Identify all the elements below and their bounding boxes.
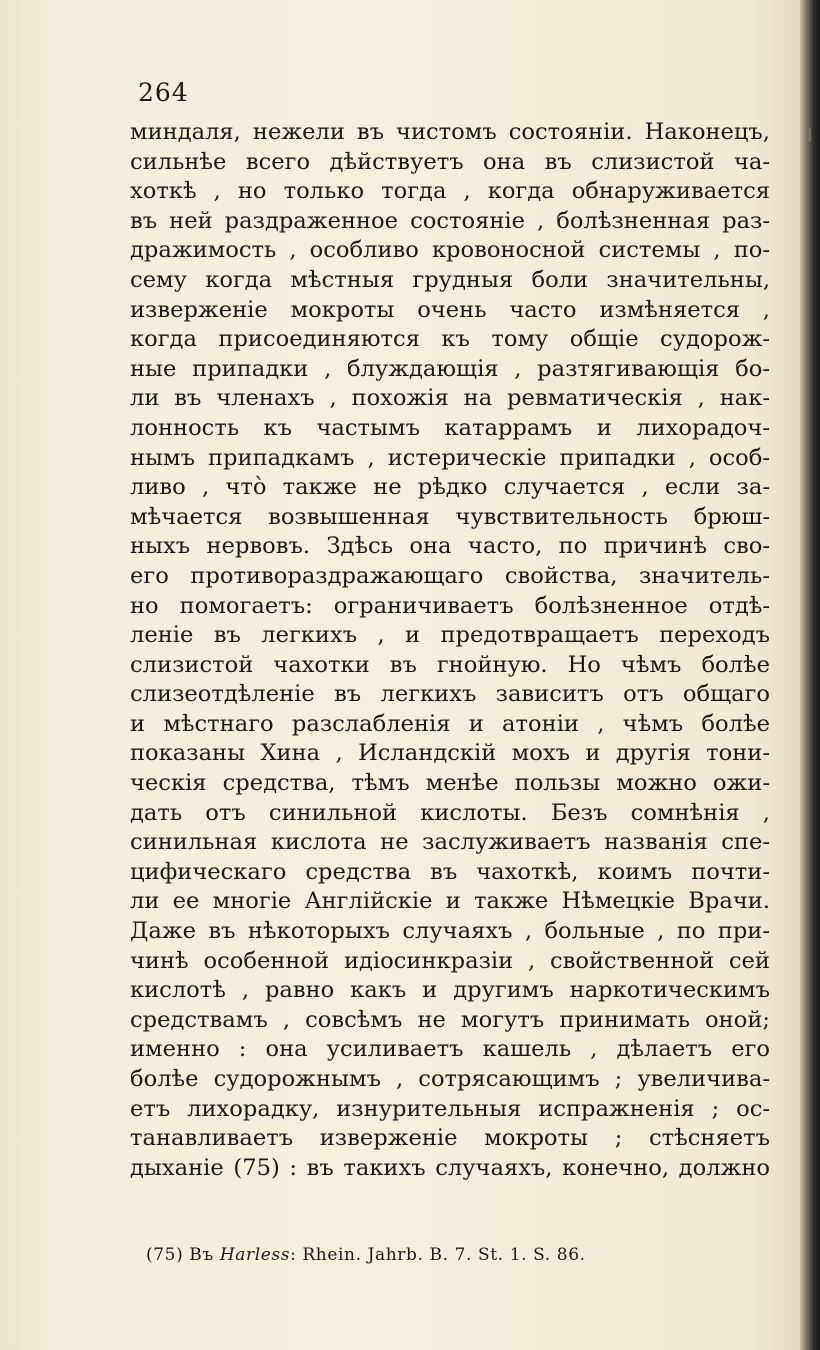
text-line: синильная кислота не заслуживаетъ названія спе- bbox=[130, 829, 770, 856]
text-line: но помогаетъ: ограничиваетъ болѣзненное отдѣ- bbox=[130, 592, 770, 619]
footnote-prefix: (75) Въ bbox=[146, 1245, 220, 1265]
text-line: хоткѣ , но только тогда , когда обнаруживается bbox=[130, 178, 770, 205]
text-line: ли ее многіе Англійскіе и также Нѣмецкіе Врачи. bbox=[130, 888, 770, 915]
text-line: когда присоединяются къ тому общіе судорож- bbox=[130, 326, 770, 353]
text-line: именно : она усиливаетъ кашель , дѣлаетъ его bbox=[130, 1036, 770, 1063]
text-line: ныхъ нервовъ. Здѣсь она часто, по причинѣ сво- bbox=[130, 533, 770, 560]
text-line: сильнѣе всего дѣйствуетъ она въ слизистой ча- bbox=[130, 148, 770, 175]
text-line: дать отъ синильной кислоты. Безъ сомнѣнія , bbox=[130, 799, 770, 826]
footnote-citation: : Rhein. Jahrb. B. 7. St. 1. S. 86. bbox=[290, 1245, 586, 1265]
body-text bbox=[130, 118, 770, 1183]
text-line: слизистой чахотки въ гнойную. Но чѣмъ болѣе bbox=[130, 651, 770, 678]
text-line: мѣчается возвышенная чувствительность брюш- bbox=[130, 503, 770, 530]
page-edge-mark bbox=[806, 128, 811, 142]
text-line: цифическаго средства въ чахоткѣ, коимъ почти- bbox=[130, 858, 770, 885]
text-line: нымъ припадкамъ , истерическіе припадки , особ- bbox=[130, 444, 770, 471]
text-line: болѣе судорожнымъ , сотрясающимъ ; увеличива- bbox=[130, 1066, 770, 1092]
text-line: и мѣстнаго разслабленія и атоніи , чѣмъ болѣе bbox=[130, 710, 770, 737]
text-line: ческія средства, тѣмъ менѣе пользы можно ожи- bbox=[130, 770, 770, 797]
footnote-author: Harless bbox=[219, 1245, 291, 1265]
text-line: дражимость , особливо кровоносной системы , по- bbox=[130, 237, 770, 264]
text-line: въ ней раздраженное состояніе , болѣзненная раз- bbox=[130, 207, 770, 234]
text-line: слизеотдѣленіе въ легкихъ зависитъ отъ общаго bbox=[130, 681, 770, 708]
text-line: етъ лихорадку, изнурительныя испражненія ; ос- bbox=[130, 1095, 770, 1122]
text-line: ливо , что̀ также не рѣдко случается , если за- bbox=[130, 474, 770, 501]
text-line: Даже въ нѣкоторыхъ случаяхъ , больные , по при- bbox=[130, 918, 770, 945]
text-line: изверженіе мокроты очень часто измѣняется , bbox=[130, 296, 770, 323]
text-line: дыханіе (75) : въ такихъ случаяхъ, конечно, должно bbox=[130, 1154, 770, 1181]
text-line: ли въ членахъ , похожія на ревматическія , нак- bbox=[130, 385, 770, 412]
text-line: средствамъ , совсѣмъ не могутъ принимать оной; bbox=[130, 1006, 770, 1033]
page-number: 264 bbox=[138, 78, 189, 107]
text-line: кислотѣ , равно какъ и другимъ наркотическимъ bbox=[130, 977, 770, 1004]
text-line: чинѣ особенной идіосинкразіи , свойственной сей bbox=[130, 947, 770, 974]
text-line: сему когда мѣстныя грудныя боли значительны, bbox=[130, 266, 770, 293]
text-line: его противораздражающаго свойства, значитель- bbox=[130, 562, 770, 589]
text-line: миндаля, нежели въ чистомъ состояніи. Наконецъ, bbox=[130, 119, 770, 145]
text-line: показаны Хина , Исландскій мохъ и другія тони- bbox=[130, 740, 770, 767]
text-line: танавливаетъ изверженіе мокроты ; стѣсняетъ bbox=[130, 1125, 770, 1152]
text-line: лонность къ частымъ катаррамъ и лихорадоч- bbox=[130, 414, 770, 441]
text-line: ные припадки , блуждающія , разтягивающія бо- bbox=[130, 355, 770, 382]
footnote bbox=[146, 1245, 586, 1265]
text-line: леніе въ легкихъ , и предотвращаетъ переходъ bbox=[130, 622, 770, 649]
page-edge-shadow bbox=[800, 0, 820, 1350]
